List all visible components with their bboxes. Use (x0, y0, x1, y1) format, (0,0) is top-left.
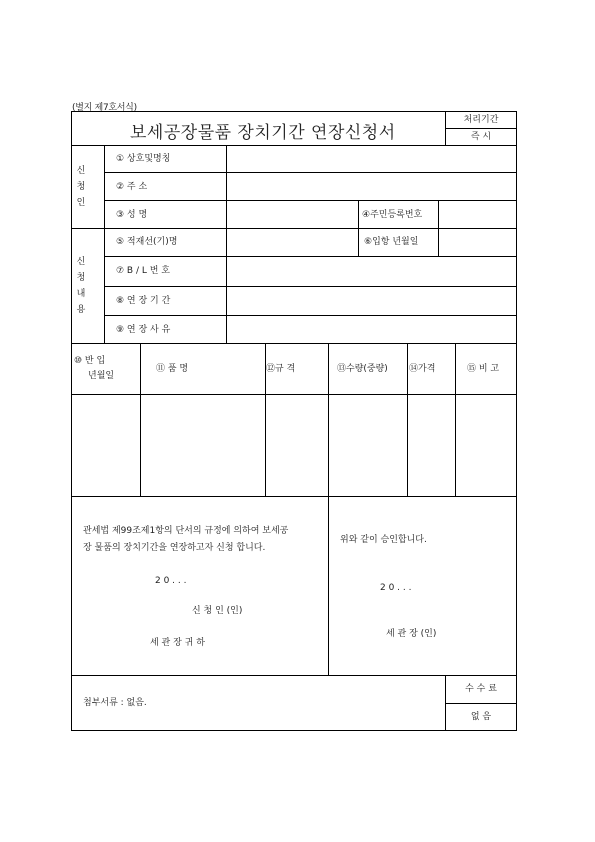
declaration-line1: 관세법 제99조제1항의 단서의 규정에 의하여 보세공 (83, 526, 289, 536)
item-name-header: ⑪ 품 명 (156, 364, 189, 374)
remarks-header: ⑮ 비 고 (467, 364, 500, 374)
form-frame (71, 111, 517, 731)
declaration-date: 2 0 . . . (155, 576, 187, 586)
attachments-text: 첨부서류 : 없음. (83, 698, 147, 708)
person-name-label: ③ 성 명 (116, 210, 148, 220)
approval-text: 위와 같이 승인합니다. (340, 535, 427, 545)
vessel-name-label: ⑤ 적재선(기)명 (116, 237, 178, 247)
applicant-section-label: 신 청 인 (76, 166, 86, 208)
address-label: ② 주 소 (116, 182, 148, 192)
in-date-header-line1: ⑩ 반 입 (74, 356, 106, 366)
approval-date: 2 0 . . . (380, 583, 412, 593)
form-reference: (별지 제7호서식) (72, 103, 137, 113)
extension-reason-label: ⑨ 연 장 사 유 (116, 325, 171, 335)
processing-period-value: 즉 시 (470, 132, 492, 142)
declaration-line2: 장 물품의 장치기간을 연장하고자 신청 합니다. (83, 543, 266, 553)
arrival-date-label: ⑥입항 년월일 (364, 237, 419, 247)
price-header: ⑭가격 (409, 364, 436, 374)
resident-number-label: ④주민등록번호 (362, 210, 423, 220)
application-section-label: 신 청 내 용 (76, 257, 86, 315)
company-name-label: ① 상호및명칭 (116, 154, 171, 164)
spec-header: ⑫규 격 (266, 364, 296, 374)
form-title: 보세공장물품 장치기간 연장신청서 (130, 123, 396, 143)
addressee: 세 관 장 귀 하 (150, 638, 205, 648)
fee-value: 없 음 (470, 712, 492, 722)
bl-number-label: ⑦ B / L 번 호 (116, 266, 170, 276)
customs-chief-signature: 세 관 장 (인) (386, 629, 437, 639)
extension-period-label: ⑧ 연 장 기 간 (116, 296, 171, 306)
applicant-signature: 신 청 인 (인) (192, 606, 243, 616)
processing-divider (445, 128, 517, 129)
quantity-header: ⑬수량(중량) (337, 364, 388, 374)
processing-period-label: 처리기간 (463, 115, 499, 125)
fee-label: 수 수 료 (465, 684, 497, 694)
in-date-header-line2: 년월일 (88, 371, 115, 381)
